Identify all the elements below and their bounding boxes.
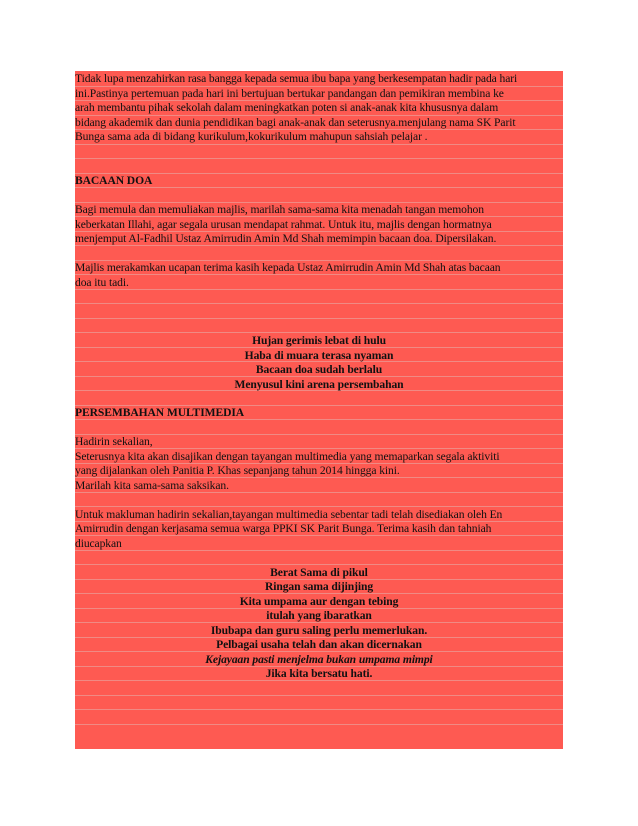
pantun-line: Menyusul kini arena persembahan [234, 377, 404, 391]
multimedia-line: Amirrudin dengan kerjasama semua warga PPKI SK Parit Bunga. Terima kasih dan tahniah [75, 522, 492, 535]
document-page [75, 71, 563, 749]
multimedia-line: Marilah kita sama-sama saksikan. [75, 478, 229, 492]
pantun-line: Berat Sama di pikul [270, 565, 368, 579]
multimedia-line: yang dijalankan oleh Panitia P. Khas sepanjang tahun 2014 hingga kini. [75, 464, 400, 477]
multimedia-line: Hadirin sekalian, [75, 435, 153, 448]
pantun-line: Jika kita bersatu hati. [265, 667, 373, 680]
intro-line: ini.Pastinya pertemuan pada hari ini bertujuan bertukar pandangan dan pemikiran membina ke [75, 86, 504, 100]
pantun-line: Hujan gerimis lebat di hulu [252, 334, 386, 347]
doa-line: menjemput Al-Fadhil Ustaz Amirrudin Amin Md Shah memimpin bacaan doa. Dipersilakan. [75, 232, 497, 245]
pantun-line: Bacaan doa sudah berlalu [255, 363, 383, 376]
pantun-line: Kejayaan pasti menjelma bukan umpama mimpi [205, 652, 433, 666]
pantun-line: Kita umpama aur dengan tebing [239, 594, 399, 608]
doa-line: Bagi memula dan memuliakan majlis, marilah sama-sama kita menadah tangan memohon [75, 203, 484, 216]
intro-line: bidang akademik dan dunia pendidikan bagi anak-anak dan seterusnya.menjulang nama SK Parit [75, 115, 516, 129]
pantun-line: Ringan sama dijinjing [264, 580, 374, 593]
doa-line: doa itu tadi. [75, 275, 129, 289]
pantun-line: Haba di muara terasa nyaman [244, 348, 394, 362]
doa-line: Majlis merakamkan ucapan terima kasih kepada Ustaz Amirrudin Amin Md Shah atas bacaan [75, 261, 501, 274]
multimedia-line: Seterusnya kita akan disajikan dengan tayangan multimedia yang memaparkan segala aktiviti [75, 449, 500, 463]
multimedia-line: diucapkan [75, 536, 122, 550]
pantun-line: Ibubapa dan guru saling perlu memerlukan. [210, 623, 428, 637]
section-heading-multimedia: PERSEMBAHAN MULTIMEDIA [75, 406, 245, 419]
intro-line: arah membantu pihak sekolah dalam meningkatkan poten si anak-anak kita khususnya dalam [75, 101, 499, 114]
intro-line: Bunga sama ada di bidang kurikulum,kokurikulum mahupun sahsiah pelajar . [75, 130, 428, 143]
intro-line: Tidak lupa menzahirkan rasa bangga kepada semua ibu bapa yang berkesempatan hadir pada hari [75, 72, 518, 85]
pantun-line: itulah yang ibaratkan [266, 609, 372, 622]
pantun-line: Pelbagai usaha telah dan akan dicernakan [216, 638, 422, 651]
multimedia-line: Untuk makluman hadirin sekalian,tayangan multimedia sebentar tadi telah disediakan oleh En [75, 507, 503, 521]
section-heading-doa: BACAAN DOA [75, 174, 153, 187]
doa-line: keberkatan Illahi, agar segala urusan mendapat rahmat. Untuk itu, majlis dengan hormatnya [75, 217, 492, 231]
